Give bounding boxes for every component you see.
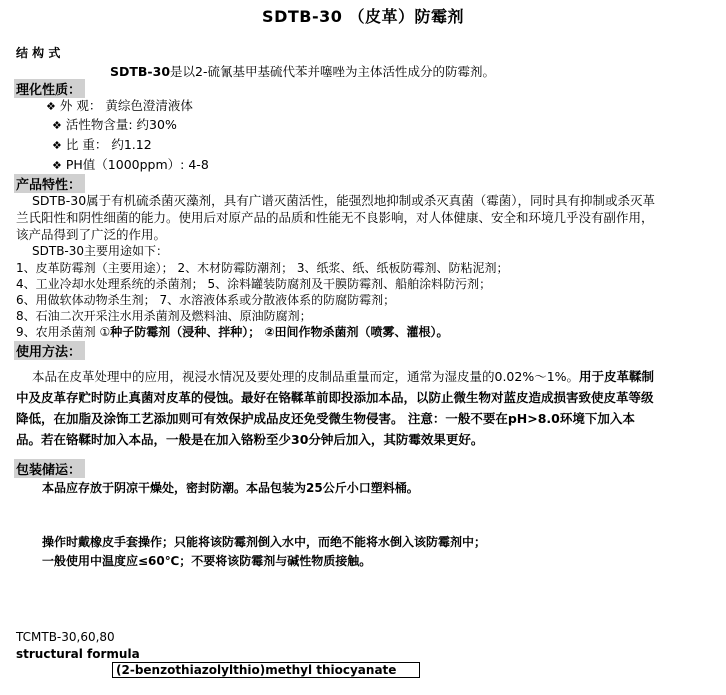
- structure-description: [110, 62, 495, 80]
- use-line: 4、工业冷却水处理系统的杀菌剂； 5、涂料罐装防腐剂及干膜防霉剂、船舶涂料防污剂；: [16, 277, 492, 291]
- formula-text: (2-benzothiazolylthio)methyl thiocyanate: [112, 662, 420, 678]
- usage-heading: 使用方法：: [14, 341, 85, 360]
- diamond-bullet-icon: ❖: [52, 159, 62, 172]
- page-title: SDTB-30 （皮革）防霉剂: [262, 7, 464, 26]
- physchem-item-text: PH值（1000ppm）: 4-8: [65, 157, 209, 172]
- usage-text-bold: 用于皮革鞣制中及皮革存贮时防止真菌对皮革的侵蚀。最好在铬鞣革前即投添加本品，以防止微生物对蓝皮造成损害致使皮革等级降低，在加脂及涂饰工艺添加则可有效保护成品皮还免受微生物侵害。 注意：一般不要在pH>8.0环境下加入本品。若在铬鞣时加入本品，一般是在加入铬粉至少30分钟后加入，其防霉效果更好。: [16, 369, 655, 447]
- use-line: 6、用做软体动物杀生剂； 7、水溶液体系或分散液体系的防腐防霉剂；: [16, 293, 396, 307]
- features-paragraph: SDTB-30属于有机硫杀菌灭藻剂，具有广谱灭菌活性，能强烈地抑制或杀灭真菌（霉菌），同时具有抑制或杀灭革兰氏阳性和阴性细菌的能力。使用后对原产品的品质和性能无不良影响，对人体健康、安全和环境几乎没有副作用，该产品得到了广泛的作用。: [16, 193, 655, 242]
- physchem-item: [52, 115, 177, 133]
- safety-line: 操作时戴橡皮手套操作；只能将该防霉剂倒入水中，而绝不能将水倒入该防霉剂中；: [42, 535, 487, 549]
- physchem-heading: 理化性质：: [14, 79, 85, 98]
- diamond-bullet-icon: ❖: [46, 100, 56, 113]
- physchem-item: [52, 155, 209, 173]
- uses-intro: SDTB-30主要用途如下：: [32, 244, 169, 258]
- safety-line: 一般使用中温度应≤60℃；不要将该防霉剂与碱性物质接触。: [42, 554, 372, 568]
- use-line: 1、皮革防霉剂（主要用途）； 2、木材防霉防潮剂； 3、纸浆、纸、纸板防霉剂、防粘泥剂；: [16, 261, 509, 275]
- use-line: 8、石油二次开采注水用杀菌剂及燃料油、原油防腐剂；: [16, 309, 312, 323]
- physchem-item-text: 活性物含量: 约30%: [65, 117, 177, 132]
- use9-prefix: 9、农用杀菌剂 ①: [16, 325, 111, 339]
- product-code: TCMTB-30,60,80: [16, 630, 115, 644]
- physchem-item-text: 外 观： 黄综色澄清液体: [59, 98, 193, 113]
- physchem-item: [52, 135, 152, 153]
- diamond-bullet-icon: ❖: [52, 139, 62, 152]
- use-line: [16, 323, 449, 340]
- structure-desc-text: 是以2-硫氰基甲基硫代苯并噻唑为主体活性成分的防霉剂。: [170, 64, 495, 79]
- usage-paragraph: [16, 366, 656, 450]
- physchem-item: [46, 96, 193, 114]
- features-heading: 产品特性：: [14, 174, 85, 193]
- storage-line: 本品应存放于阴凉干燥处，密封防潮。本品包装为25公斤小口塑料桶。: [42, 481, 419, 495]
- formula-box: [112, 662, 420, 678]
- storage-heading: 包装储运：: [14, 459, 85, 478]
- structure-heading: 结 构 式: [16, 46, 61, 60]
- diamond-bullet-icon: ❖: [52, 119, 62, 132]
- physchem-item-text: 比 重： 约1.12: [65, 137, 152, 152]
- product-name: SDTB-30: [110, 64, 171, 79]
- structural-formula-label: structural formula: [16, 647, 140, 661]
- usage-text: 本品在皮革处理中的应用，视浸水情况及要处理的皮制品重量而定，通常为湿皮量的0.02%～1%。: [32, 369, 580, 384]
- use9-bold: 种子防霉剂（浸种、拌种）； ②田间作物杀菌剂（喷雾、灌根）。: [110, 325, 449, 339]
